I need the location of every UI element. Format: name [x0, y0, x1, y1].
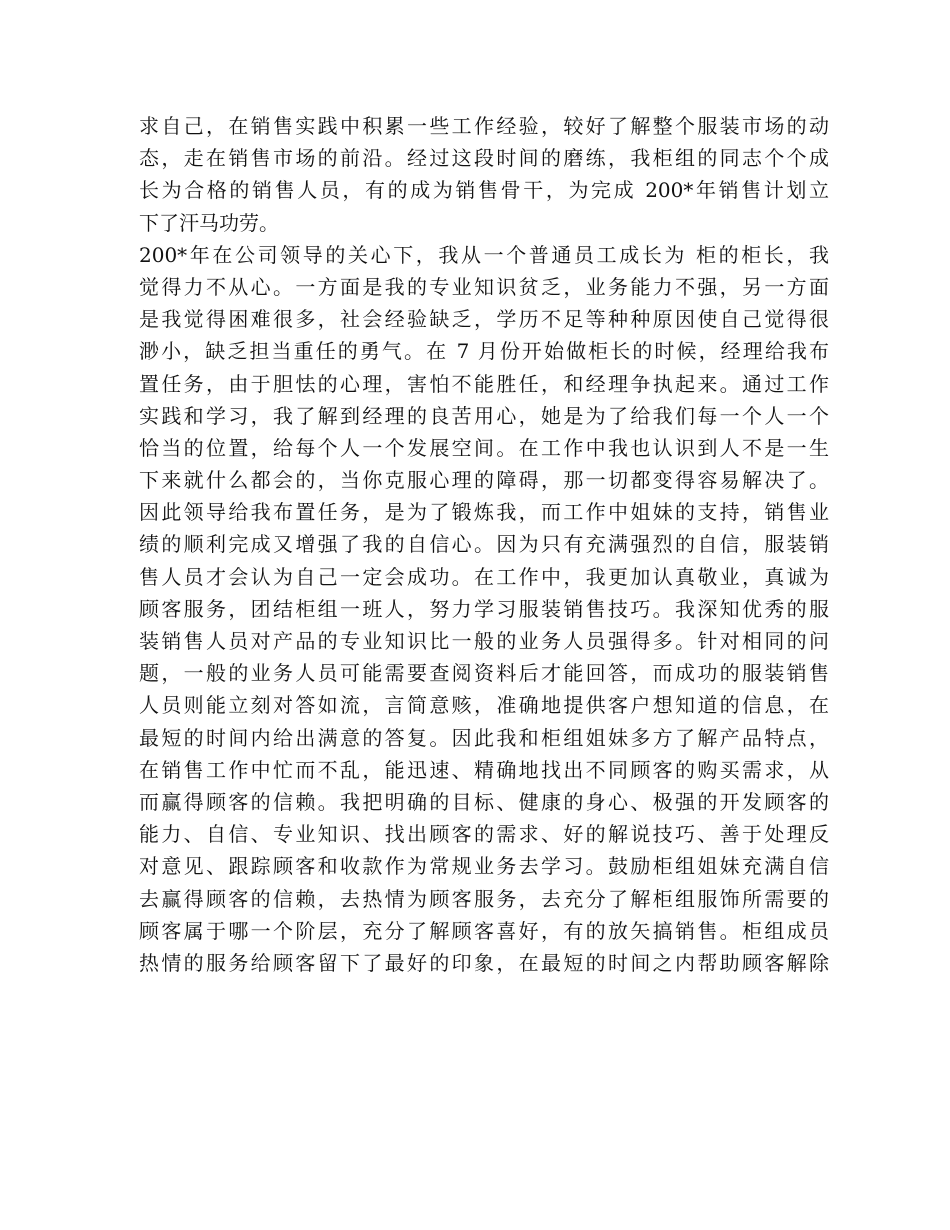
text-line: 绩的顺利完成又增强了我的自信心。因为只有充满强烈的自信，服装销 [139, 532, 829, 557]
text-line: 题，一般的业务人员可能需要查阅资料后才能回答，而成功的服装销售 [139, 661, 829, 686]
text-line: 下了汗马功劳。 [139, 210, 279, 235]
text-line: 顾客服务，团结柜组一班人，努力学习服装销售技巧。我深知优秀的服 [139, 596, 829, 621]
text-line: 置任务，由于胆怯的心理，害怕不能胜任，和经理争执起来。通过工作 [139, 371, 829, 396]
text-line: 长为合格的销售人员，有的成为销售骨干，为完成 200*年销售计划立 [139, 178, 829, 203]
text-line: 热情的服务给顾客留下了最好的印象，在最短的时间之内帮助顾客解除 [139, 950, 829, 975]
text-line: 觉得力不从心。一方面是我的专业知识贫乏，业务能力不强，另一方面 [139, 274, 829, 299]
text-line: 售人员才会认为自己一定会成功。在工作中，我更加认真敬业，真诚为 [139, 564, 829, 589]
text-line: 渺小，缺乏担当重任的勇气。在 7 月份开始做柜长的时候，经理给我布 [139, 339, 829, 364]
body-text [139, 110, 829, 979]
text-line: 200*年在公司领导的关心下，我从一个普通员工成长为 柜的柜长，我 [139, 242, 829, 267]
text-line: 态，走在销售市场的前沿。经过这段时间的磨练，我柜组的同志个个成 [139, 146, 829, 171]
text-line: 最短的时间内给出满意的答复。因此我和柜组姐妹多方了解产品特点， [139, 725, 829, 750]
text-line: 去赢得顾客的信赖，去热情为顾客服务，去充分了解柜组服饰所需要的 [139, 886, 829, 911]
text-line: 顾客属于哪一个阶层，充分了解顾客喜好，有的放矢搞销售。柜组成员 [139, 918, 829, 943]
text-line: 恰当的位置，给每个人一个发展空间。在工作中我也认识到人不是一生 [139, 435, 829, 460]
text-line: 装销售人员对产品的专业知识比一般的业务人员强得多。针对相同的问 [139, 629, 829, 653]
text-line: 求自己，在销售实践中积累一些工作经验，较好了解整个服装市场的动 [139, 114, 829, 138]
text-line: 能力、自信、专业知识、找出顾客的需求、好的解说技巧、善于处理反 [139, 822, 829, 847]
text-line: 是我觉得困难很多，社会经验缺乏，学历不足等种种原因使自己觉得很 [139, 307, 829, 332]
text-line: 人员则能立刻对答如流，言简意赅，准确地提供客户想知道的信息，在 [139, 693, 829, 718]
text-line: 因此领导给我布置任务，是为了锻炼我，而工作中姐妹的支持，销售业 [139, 500, 829, 525]
text-line: 下来就什么都会的，当你克服心理的障碍，那一切都变得容易解决了。 [139, 468, 829, 493]
text-line: 在销售工作中忙而不乱，能迅速、精确地找出不同顾客的购买需求，从 [139, 757, 829, 782]
text-line: 实践和学习，我了解到经理的良苦用心，她是为了给我们每一个人一个 [139, 403, 829, 428]
text-line: 对意见、跟踪顾客和收款作为常规业务去学习。鼓励柜组姐妹充满自信 [139, 854, 829, 879]
text-line: 而赢得顾客的信赖。我把明确的目标、健康的身心、极强的开发顾客的 [139, 789, 829, 814]
